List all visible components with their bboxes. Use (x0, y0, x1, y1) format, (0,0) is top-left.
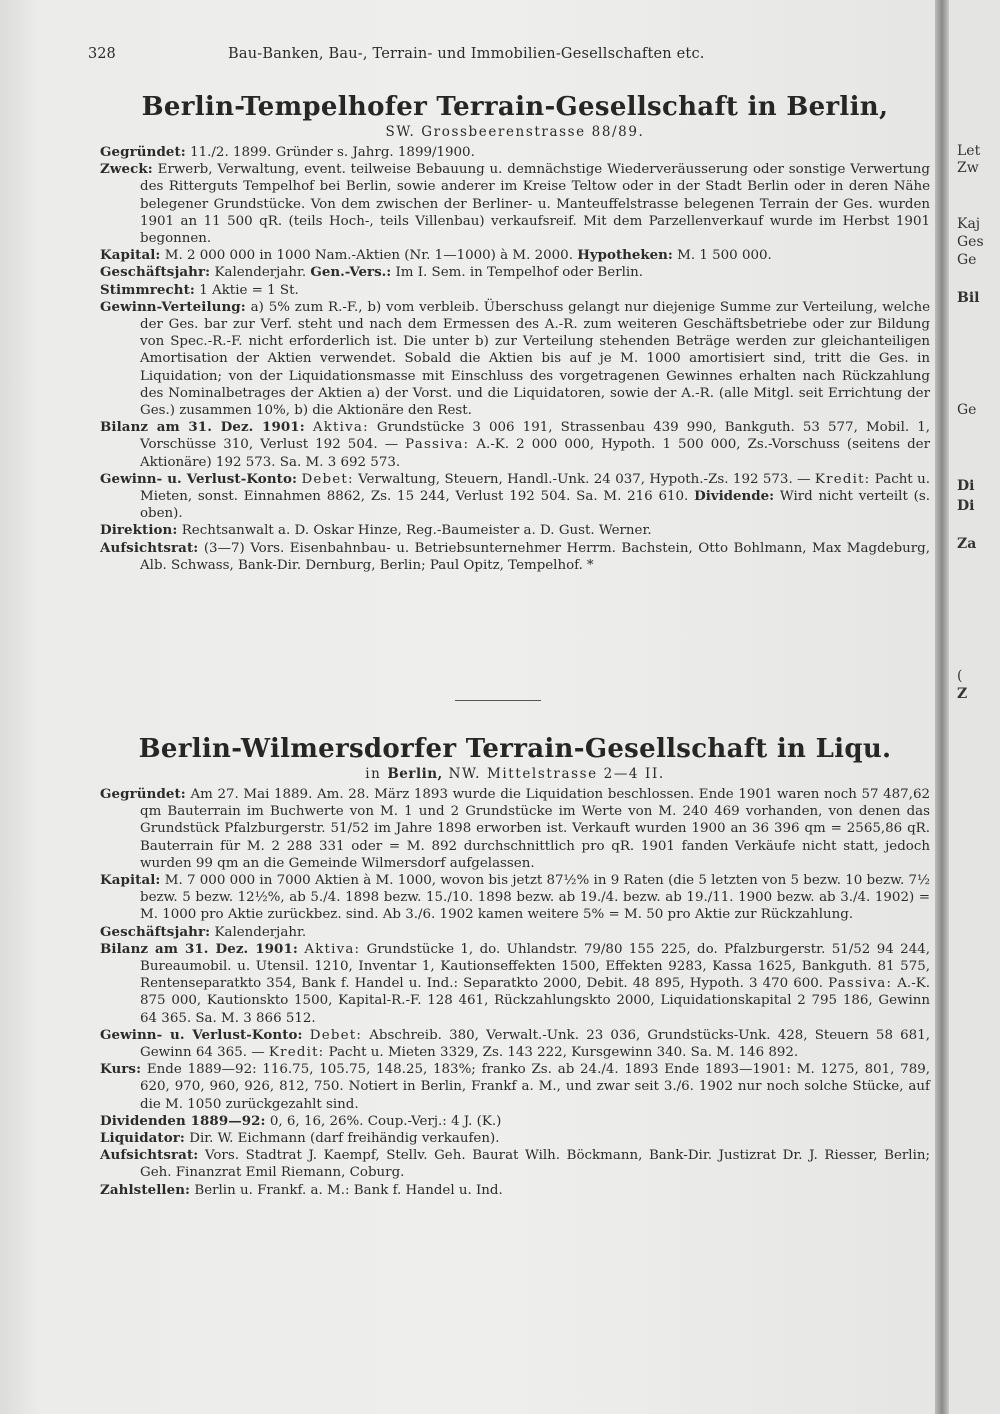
entry-bilanz: Bilanz am 31. Dez. 1901: Aktiva: Grundstücke 3 006 191, Strassenbau 439 990, Bankguth. 53 577, Mobil. 1, Vorschüsse 310, Verlust 192 504. — Passiva: A.-K. 2 000 000, Hypoth. 1 500 000, Zs.-Vorschuss (seitens der Aktionäre) 192 573. Sa. M. 3 692 573. (100, 419, 931, 470)
entry-kapital: Kapital: M. 2 000 000 in 1000 Nam.-Aktien (Nr. 1—1000) à M. 2000. Hypotheken: M. 1 500 000. (100, 247, 772, 264)
entry-geschaeftsjahr: Geschäftsjahr: Kalenderjahr. (100, 923, 307, 940)
company-title: Berlin-Tempelhofer Terrain-Gesellschaft in Berlin, (141, 92, 889, 122)
entry-direktion: Direktion: Rechtsanwalt a. D. Oskar Hinze, Reg.-Baumeister a. D. Gust. Werner. (100, 522, 652, 539)
entry-liquidator: Liquidator: Dir. W. Eichmann (darf freihändig verkaufen). (100, 1130, 500, 1147)
end-mark: * (586, 557, 594, 573)
adjacent-fragment: Za (957, 536, 977, 552)
entry-gegruendet: Gegründet: Am 27. Mai 1889. Am. 28. März 1893 wurde die Liquidation beschlossen. Ende 1901 waren noch 57 487,62 qm Bauterrain im Buchwerte von M. 1 und 2 Grundstücke im Werte von M. 240 469 vorhanden, von denen das Grundstück Pfalzburgerstr. 51/52 im Jahre 1898 erworben ist. Verkauft wurden 1900 an 36 396 qm = 2565,86 qR. Bauterrain für M. 2 288 331 oder = M. 892 durchschnittlich pro qR. 1901 fanden Verkäufe nicht statt, jedoch wurden 99 qm an die Gemeinde Wilmersdorf aufgelassen. (100, 786, 930, 871)
company-title: Berlin-Wilmersdorfer Terrain-Gesellschaft in Liqu. (138, 734, 892, 764)
entry-aufsichtsrat: Aufsichtsrat: Vors. Stadtrat J. Kaempf, Stellv. Geh. Baurat Wilh. Böckmann, Bank-Dir. Justizrat Dr. J. Riesser, Berlin; Geh. Finanzrat Emil Riemann, Coburg. (100, 1147, 930, 1181)
entry-dividenden: Dividenden 1889—92: 0, 6, 16, 26%. Coup.-Verj.: 4 J. (K.) (100, 1112, 502, 1129)
company-entry-wilmersdorf (100, 734, 930, 1199)
running-header (0, 46, 935, 68)
entry-bilanz: Bilanz am 31. Dez. 1901: Aktiva: Grundstücke 1, do. Uhlandstr. 79/80 155 225, do. Pfalzburgerstr. 51/52 94 244, Bureaumobil. u. Utensil. 1210, Inventar 1, Kautionseffekten 1500, Effekten 9283, Kassa 1625, Bankguth. 81 575, Rentenseparatkto 354, Bank f. Handel u. Ind.: Separatkto 2000, Debit. 48 895, Hypoth. 3 470 600. Passiva: A.-K. 875 000, Kautionskto 1500, Kapital-R.-F. 128 461, Rückzahlungskto 2000, Liquidationskapital 2 795 186, Gewinn 64 365. Sa. M. 3 866 512. (100, 940, 930, 1026)
adjacent-fragment: Ge (957, 252, 977, 268)
adjacent-fragment: Di (957, 498, 975, 514)
company-details (100, 786, 930, 1199)
company-address: in Berlin, NW. Mittelstrasse 2—4 II. (365, 766, 665, 782)
adjacent-fragment: Kaj (957, 216, 981, 232)
entry-gewinn-verteilung: Gewinn-Verteilung: a) 5% zum R.-F., b) vom verbleib. Überschuss gelangt nur diejenige Summe zur Verteilung, welche der Ges. bar zur Verf. steht und nach dem Ermessen des A.-R. zum weiteren Geschäftsbetriebe oder zur Bildung von Spec.-R.-F. nicht erforderlich ist. Die unter b) zur Verteilung stehenden Beträge werden zur gleichanteiligen Amortisation der Aktien verwendet. Sobald die Aktien bis auf je M. 1000 amortisiert sind, tritt die Ges. in Liquidation; von der Liquidationsmasse mit Einschluss des vorgetragenen Gewinnes erhalten nach Rückzahlung des Nominalbetrages der Aktien a) der Vorst. und die Liquidatoren, sowie der A.-R. (alle Mitgl. seit Errichtung der Ges.) zusammen 10%, b) die Aktionäre den Rest. (100, 298, 930, 419)
entry-stimmrecht: Stimmrecht: 1 Aktie = 1 St. (100, 281, 299, 298)
adjacent-page-strip (949, 0, 1000, 1414)
company-details (100, 144, 930, 574)
section-divider (455, 700, 541, 701)
adjacent-fragment: ( (957, 668, 963, 684)
adjacent-fragment: Di (957, 478, 975, 494)
adjacent-fragment: Bil (957, 290, 980, 306)
entry-aufsichtsrat: Aufsichtsrat: (3—7) Vors. Eisenbahnbau- u. Betriebsunternehmer Herrm. Bachstein, Otto Bohlmann, Max Magdeburg, Alb. Schwass, Bank-Dir. Dernburg, Berlin; Paul Opitz, Tempelhof. * (100, 539, 930, 573)
adjacent-fragment: Ges (957, 234, 984, 250)
adjacent-fragment: Ge (957, 402, 977, 418)
entry-zweck: Zweck: Erwerb, Verwaltung, event. teilweise Bebauung u. demnächstige Wiederveräusserung oder sonstige Verwertung des Ritterguts Tempelhof bei Berlin, sowie anderer im Kreise Teltow oder in der Stadt Berlin oder in deren Nähe belegener Grundstücke. Von dem zwischen der Berliner- u. Manteuffelstrasse belegenen Terrain der Ges. wurden 1901 an 11 500 qR. (teils Hoch-, teils Villenbau) verkaufsreif. Mit dem Parzellenverkauf wurde im Herbst 1901 begonnen. (100, 161, 930, 247)
entry-kapital: Kapital: M. 7 000 000 in 7000 Aktien à M. 1000, wovon bis jetzt 87½% in 9 Raten (die 5 letzten von 5 bezw. 10 bezw. 7½ bezw. 5 bezw. 12½%, ab 5./4. 1898 bezw. 15./10. 1898 bezw. ab 19./4. bezw. ab 19./11. 1900 bezw. ab 3./4. 1902) = M. 1000 pro Aktie zurückbez. sind. Ab 3./6. 1902 kamen weitere 5% = M. 50 pro Aktie zur Rückzahlung. (100, 872, 930, 923)
adjacent-fragment: Zw (957, 160, 979, 176)
entry-gewinn-verlust: Gewinn- u. Verlust-Konto: Debet: Abschreib. 380, Verwalt.-Unk. 23 036, Grundstücks-Unk. 428, Steuern 58 681, Gewinn 64 365. — Kredit: Pacht u. Mieten 3329, Zs. 143 222, Kursgewinn 340. Sa. M. 146 892. (100, 1026, 930, 1061)
company-address: SW. Grossbeerenstrasse 88/89. (385, 124, 645, 140)
entry-geschaeftsjahr: Geschäftsjahr: Kalenderjahr. Gen.-Vers.: Im I. Sem. in Tempelhof oder Berlin. (100, 264, 644, 281)
adjacent-fragment: Z (957, 686, 968, 702)
page-number: 328 (88, 46, 116, 62)
entry-gegruendet: Gegründet: 11./2. 1899. Gründer s. Jahrg. 1899/1900. (100, 144, 475, 160)
entry-gewinn-verlust: Gewinn- u. Verlust-Konto: Debet: Verwaltung, Steuern, Handl.-Unk. 24 037, Hypoth.-Zs. 192 573. — Kredit: Pacht u. Mieten, sonst. Einnahmen 8862, Zs. 15 244, Verlust 192 504. Sa. M. 216 610. Dividende: Wird nicht verteilt (s. oben). (100, 470, 930, 522)
book-gutter (935, 0, 949, 1414)
adjacent-fragment: Let (957, 143, 981, 159)
running-title: Bau-Banken, Bau-, Terrain- und Immobilien-Gesellschaften etc. (228, 46, 705, 62)
company-entry-tempelhof (100, 92, 930, 574)
entry-zahlstellen: Zahlstellen: Berlin u. Frankf. a. M.: Bank f. Handel u. Ind. (100, 1181, 503, 1198)
entry-kurs: Kurs: Ende 1889—92: 116.75, 105.75, 148.25, 183%; franko Zs. ab 24./4. 1893 Ende 1893—1901: M. 1275, 801, 789, 620, 970, 960, 926, 812, 750. Notiert in Berlin, Frankf a. M., und zwar seit 3./6. 1902 nur noch solche Stücke, auf die M. 1050 zurückgezahlt sind. (100, 1061, 930, 1112)
